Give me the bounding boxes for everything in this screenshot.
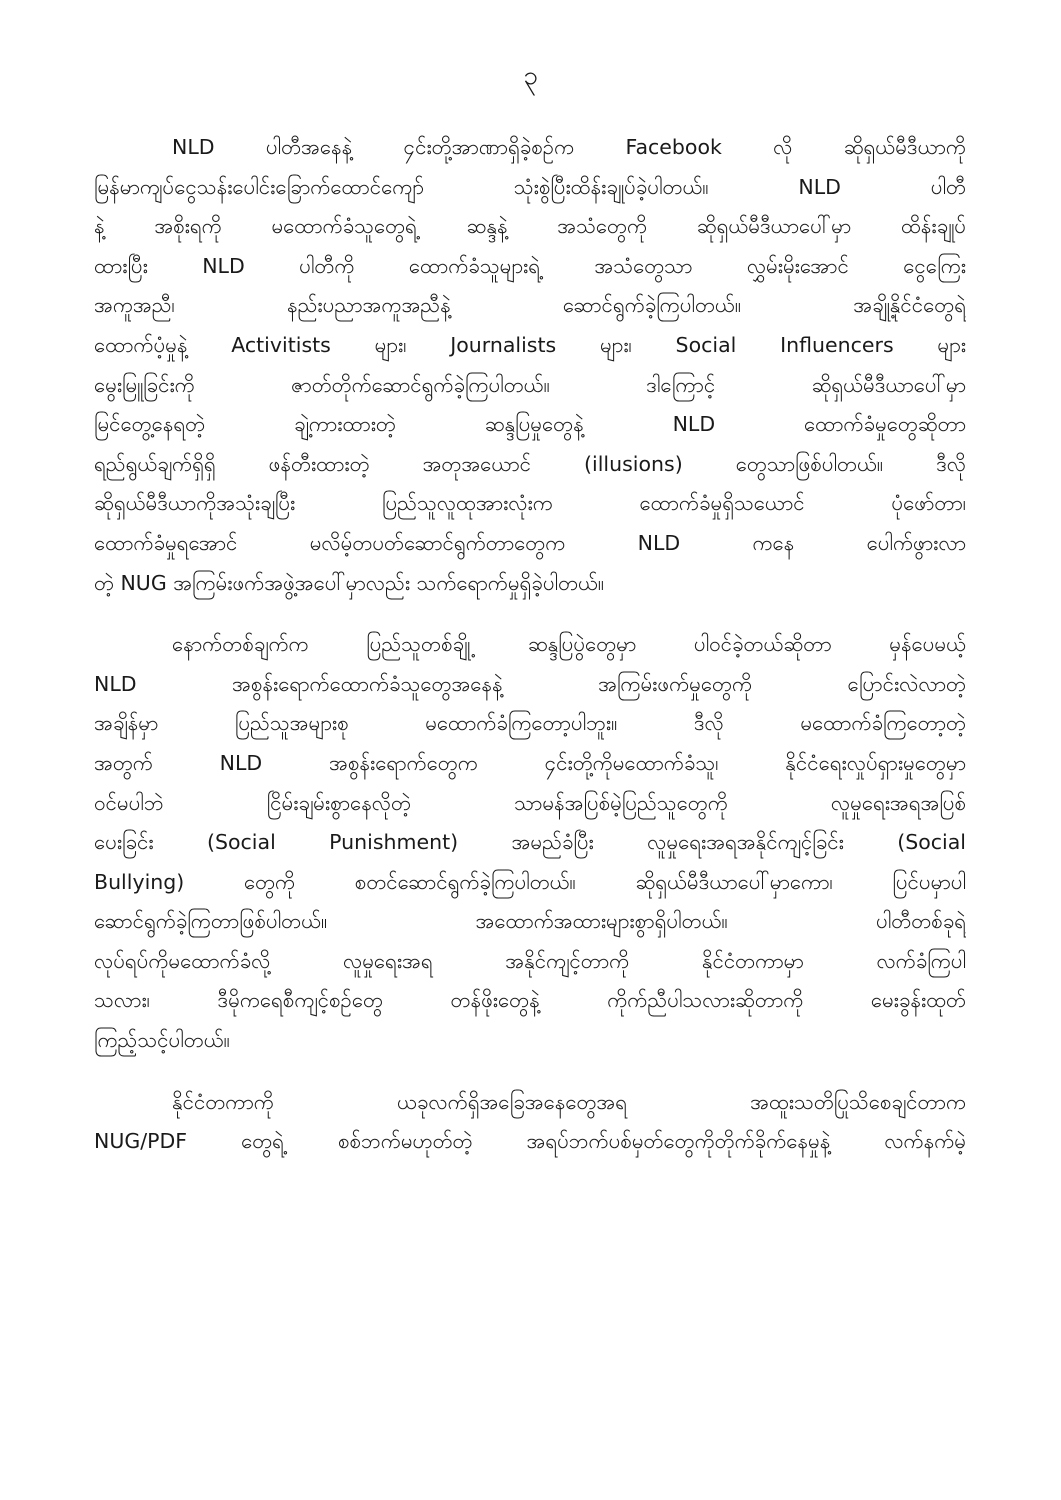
text-line: မြင်တွေ့နေရတဲ့ ချဲ့ကားထားတဲ့ ဆန္ဒပြမှုတွေနဲ့ NLD ထောက်ခံမှုတွေဆိုတာ [94,412,966,437]
text-line: ထားပြီး NLD ပါတီကို ထောက်ခံသူများရဲ့ အသံတွေသာ လွှမ်းမိုးအောင် ငွေကြေး [94,253,966,278]
text-line: ဝင်မပါဘဲ ငြိမ်းချမ်းစွာနေလိုတဲ့ သာမန်အပြစ်မဲ့ပြည်သူတွေကို လူမှုရေးအရအပြစ် [94,790,966,815]
body-text [94,128,966,1162]
text-line: နိုင်ငံတကာကို ယခုလက်ရှိအခြေအနေတွေအရ အထူးသတိပြုသိစေချင်တာက [172,1089,966,1114]
paragraph-spacer [94,603,966,625]
text-line: အချိန်မှာ ပြည်သူအများစု မထောက်ခံကြတော့ပါဘူး။ ဒီလို မထောက်ခံကြတော့တဲ့ [94,711,966,736]
paragraph-3 [94,1083,966,1162]
text-line: ထောက်ပံ့မှုနဲ့ Activitists များ၊ Journalists များ၊ Social Influencers များ [94,332,966,357]
text-line: ရည်ရွယ်ချက်ရှိရှိ ဖန်တီးထားတဲ့ အတုအယောင် (illusions) တွေသာဖြစ်ပါတယ်။ ဒီလို [94,451,966,476]
text-line: NUG/PDF တွေရဲ့ စစ်ဘက်မဟုတ်တဲ့ အရပ်ဘက်ပစ်မှတ်တွေကိုတိုက်ခိုက်နေမှုနဲ့ လက်နက်မဲ့ [94,1129,966,1154]
text-line: ဆိုရှယ်မီဒီယာကိုအသုံးချပြီး ပြည်သူလူထုအားလုံးက ထောက်ခံမှုရှိသယောင် ပုံဖော်တာ၊ [94,491,966,516]
text-line: အကူအညီ၊ နည်းပညာအကူအညီနဲ့ ဆောင်ရွက်ခဲ့ကြပါတယ်။ အချို့နိုင်ငံတွေရဲ့ [94,293,966,318]
text-line: ထောက်ခံမှုရအောင် မလိမ့်တပတ်ဆောင်ရွက်တာတွေက NLD ကနေ ပေါက်ဖွားလာ [94,530,966,555]
text-line: ကြည့်သင့်ပါတယ်။ [94,1028,230,1053]
text-line: NLD ပါတီအနေနဲ့ ၄င်းတို့အာဏာရှိခဲ့စဉ်က Facebook လို ဆိုရှယ်မီဒီယာကို [172,135,966,159]
text-line: လုပ်ရပ်ကိုမထောက်ခံလို့ လူမှုရေးအရ အနိုင်ကျင့်တာကို နိုင်ငံတကာမှာ လက်ခံကြပါ [94,948,966,973]
text-line: Bullying) တွေကို စတင်ဆောင်ရွက်ခဲ့ကြပါတယ်။ ဆိုရှယ်မီဒီယာပေါ်မှာကော၊ ပြင်ပမှာပါ [94,869,966,894]
text-line: NLD အစွန်းရောက်ထောက်ခံသူတွေအနေနဲ့ အကြမ်းဖက်မှုတွေကို ပြောင်းလဲလာတဲ့ [94,671,966,696]
text-line: နောက်တစ်ချက်က ပြည်သူတစ်ချို့ ဆန္ဒပြပွဲတွေမှာ ပါဝင်ခဲ့တယ်ဆိုတာ မှန်ပေမယ့် [172,632,966,657]
page-number: ၃ [523,61,538,91]
paragraph-2 [94,625,966,1061]
text-line: နဲ့ အစိုးရကို မထောက်ခံသူတွေရဲ့ ဆန္ဒနဲ့ အသံတွေကို ဆိုရှယ်မီဒီယာပေါ်မှာ ထိန်းချုပ် [94,214,966,239]
text-line: ပေးခြင်း (Social Punishment) အမည်ခံပြီး လူမှုရေးအရအနိုင်ကျင့်ခြင်း (Social [94,830,966,855]
text-line: မြန်မာကျပ်ငွေသန်းပေါင်းခြောက်ထောင်ကျော် သုံးစွဲပြီးထိန်းချုပ်ခဲ့ပါတယ်။ NLD ပါတီ [94,174,966,199]
text-line: တဲ့ NUG အကြမ်းဖက်အဖွဲ့အပေါ်မှာလည်း သက်ရောက်မှုရှိခဲ့ပါတယ်။ [94,570,605,595]
text-line: သလား၊ ဒီမိုကရေစီကျင့်စဉ်တွေ တန်ဖိုးတွေနဲ့ ကိုက်ညီပါသလားဆိုတာကို မေးခွန်းထုတ် [94,988,966,1013]
paragraph-1 [94,128,966,603]
paragraph-spacer [94,1061,966,1083]
text-line: မွေးမြူခြင်းကို ဇာတ်တိုက်ဆောင်ရွက်ခဲ့ကြပါတယ်။ ဒါကြောင့် ဆိုရှယ်မီဒီယာပေါ်မှာ [94,372,966,397]
text-line: အတွက် NLD အစွန်းရောက်တွေက ၄င်းတို့ကိုမထောက်ခံသူ၊ နိုင်ငံရေးလှုပ်ရှားမှုတွေမှာ [94,750,966,775]
text-line: ဆောင်ရွက်ခဲ့ကြတာဖြစ်ပါတယ်။ အထောက်အထားများစွာရှိပါတယ်။ ပါတီတစ်ခုရဲ့ [94,909,966,934]
